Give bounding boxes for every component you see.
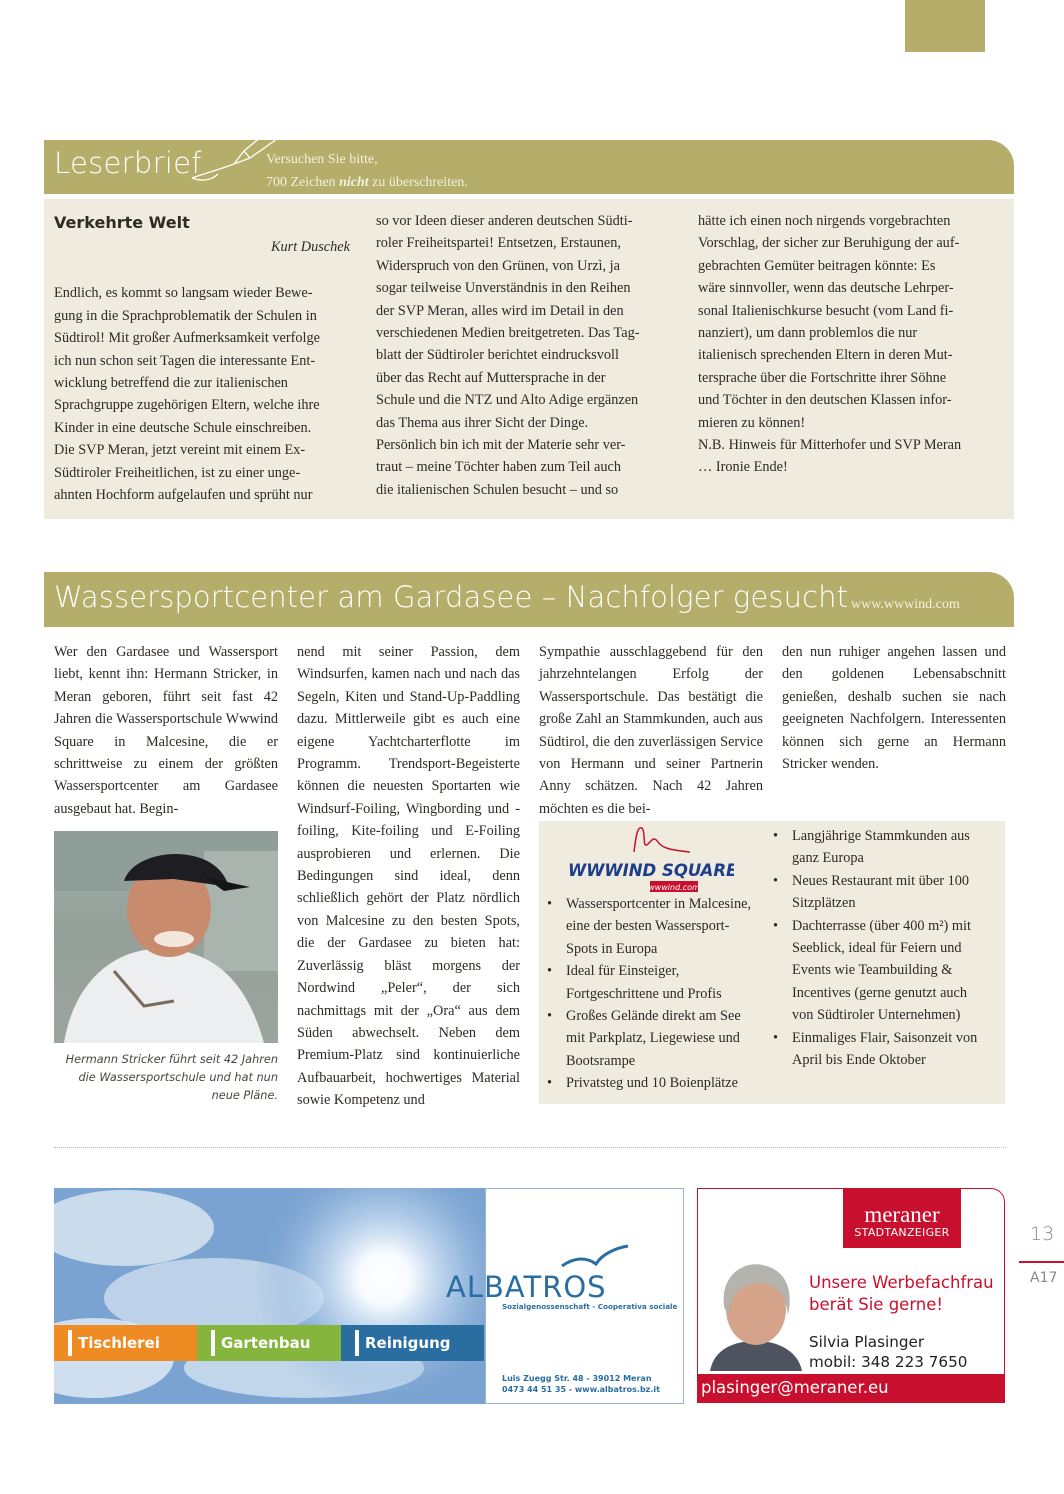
contact-name: Silvia Plasinger: [809, 1333, 925, 1351]
meraner-logo-main: meraner: [864, 1202, 940, 1227]
meraner-contact: [809, 1332, 967, 1372]
text-line: Kinder in eine deutsche Schule einschreiben.: [54, 419, 312, 436]
albatros-subtitle: Sozialgenossenschaft - Cooperativa sociale: [502, 1302, 678, 1311]
wassersport-column-4: den nun ruhiger angehen lassen und den goldenen Lebensabschnitt genießen, deshalb suchen sie nach geeigneten Nachfolgern. Interessenten können sich gerne an Hermann Stricker wenden.: [782, 644, 1006, 773]
meraner-email-link[interactable]: plasinger@meraner.eu: [701, 1378, 889, 1397]
leserbrief-column-3: [698, 210, 998, 479]
text-line: N.B. Hinweis für Mitterhofer und SVP Meran: [698, 437, 962, 454]
text-line: Endlich, es kommt so langsam wieder Bewe-: [54, 285, 313, 302]
list-item: • Neues Restaurant mit über 100 Sitzplätzen: [765, 870, 990, 915]
text-line: der SVP Meran, alles wird im Detail in den: [376, 302, 624, 319]
facts-list-left: [539, 893, 759, 1095]
text-line: Widerspruch von den Grünen, von Urzì, ja: [376, 257, 620, 274]
text-line: Vorschlag, der sicher zur Beruhigung der auf-: [698, 235, 960, 252]
leserbrief-section-title: Leserbrief: [54, 146, 202, 180]
list-item: • Ideal für Einsteiger, Fortgeschrittene und Profis: [539, 960, 759, 1005]
text-line: sogar teilweise Unverständnis in den Reihen: [376, 280, 631, 297]
text-line: Persönlich bin ich mit der Materie sehr ver-: [376, 437, 626, 454]
meraner-headline: Unsere Werbefachfrau berät Sie gerne!: [809, 1273, 994, 1314]
edition-number: A17: [1030, 1270, 1058, 1286]
list-item: • Langjährige Stammkunden aus ganz Europa: [765, 825, 990, 870]
page-number: 13: [1030, 1223, 1055, 1245]
text-line: Schule und die NTZ und Alto Adige ergänzen: [376, 392, 639, 409]
leserbrief-col2-text: [376, 210, 676, 501]
service-reinigung: Reinigung: [341, 1325, 484, 1361]
text-line: nanziert), um dann problemlos die nur: [698, 325, 918, 342]
article-author: Kurt Duschek: [270, 239, 350, 255]
photo-caption: Hermann Stricker führt seit 42 Jahren die Wassersportschule und hat nun neue Pläne.: [65, 1053, 278, 1102]
text-line: gebrachten Gemüter beitragen könnte: Es: [698, 257, 936, 274]
text-line: gung in die Sprachproblematik der Schulen in: [54, 307, 317, 324]
leserbrief-column-1: [54, 210, 350, 506]
wassersport-url[interactable]: www.wwwind.com: [851, 597, 960, 612]
text-line: italienisch sprechenden Eltern in deren Mut-: [698, 347, 953, 364]
service-gartenbau: Gartenbau: [197, 1325, 341, 1361]
list-item: • Dachterrasse (über 400 m²) mit Seeblick, ideal für Feiern und Events wie Teambuilding & Incentives (gerne genutzt auch von Südtiroler Unternehmen): [765, 915, 990, 1027]
albatros-name: ALBATROS: [446, 1270, 607, 1304]
text-line: Südtirol! Mit großer Aufmerksamkeit verfolge: [54, 330, 321, 347]
note-line-1: Versuchen Sie bitte,: [266, 152, 378, 167]
leserbrief-column-2: [376, 210, 676, 501]
silvia-plasinger-photo: [706, 1257, 804, 1371]
text-line: wäre sinnvoller, wenn das deutsche Lehrper-: [698, 280, 954, 297]
leserbrief-col3-text: [698, 210, 998, 479]
leserbrief-col1-text: [54, 282, 350, 506]
article-title: Verkehrte Welt: [54, 213, 190, 232]
note-line-2: 700 Zeichen nicht zu überschreiten.: [266, 175, 468, 190]
text-line: tersprache über die Fortschritte ihrer Söhne: [698, 369, 947, 386]
wassersport-column-3: Sympathie ausschlaggebend für den jahrzehntelangen Erfolg der Wassersportschule. Das bestätigt die große Zahl an Stammkunden, auch aus Südtirol, die den zuverlässigen Service von Hermann und seiner Partnerin Anny schätzen. Nach 42 Jahren möchten es die bei-: [539, 644, 763, 817]
leserbrief-note: [266, 148, 468, 194]
text-line: Sprachgruppe zugehörigen Eltern, welche ihre: [54, 397, 320, 414]
text-line: hätte ich einen noch nirgends vorgebrachten: [698, 213, 951, 229]
text-line: roler Freiheitspartei! Entsetzen, Erstaunen,: [376, 235, 621, 252]
page-number-rule: [1019, 1261, 1064, 1263]
text-line: Die SVP Meran, jetzt vereint mit einem Ex-: [54, 442, 306, 459]
meraner-logo-sub: STADTANZEIGER: [854, 1226, 950, 1239]
page-corner-tab: [905, 0, 985, 52]
text-line: das Thema aus ihrer Sicht der Dinge.: [376, 414, 589, 431]
wwwind-square-logo: [566, 822, 734, 894]
wassersport-column-1: Wer den Gardasee und Wassersport liebt, kennt ihn: Hermann Stricker, in Meran geboren, führt seit fast 42 Jahren die Wassersportschule Wwwind Square in Malcesine, die er schrittweise zu einem der größten Wassersportcenter am Gardasee ausgebaut hat. Begin-: [54, 644, 278, 817]
text-line: und Töchter in den deutschen Klassen infor-: [698, 392, 952, 409]
list-item: • Wassersportcenter in Malcesine, eine der besten Wassersport-Spots in Europa: [539, 893, 759, 960]
text-line: verschiedenen Medien breitgetreten. Das Tag-: [376, 325, 640, 342]
text-line: … Ironie Ende!: [698, 459, 788, 476]
sky-sun-image: [54, 1188, 485, 1404]
text-line: wicklung betreffend die zur italienischen: [54, 375, 288, 392]
logo-text: WWWIND SQUARE: [568, 861, 734, 880]
text-line: traut – meine Töchter haben zum Teil auch: [376, 459, 622, 476]
note-emphasis: nicht: [339, 175, 369, 190]
text-line: blatt der Südtiroler berichtet eindrucksvoll: [376, 347, 619, 364]
text-line: so vor Ideen dieser anderen deutschen Südti-: [376, 213, 633, 229]
service-tischlerei: Tischlerei: [54, 1325, 197, 1361]
list-item: • Großes Gelände direkt am See mit Parkplatz, Liegewiese und Bootsrampe: [539, 1005, 759, 1072]
dotted-divider: [54, 1147, 1006, 1148]
text-line: ich nun schon seit Tagen die interessante Ent-: [54, 352, 316, 369]
albatros-address: Luis Zuegg Str. 48 - 39012 Meran 0473 44 51 35 - www.albatros.bz.it: [502, 1374, 660, 1394]
text-line: Südtiroler Freiheitlichen, ist zu einer unge-: [54, 464, 301, 481]
text-line: die italienischen Schulen besucht – und so: [376, 481, 619, 498]
wassersport-column-2: nend mit seiner Passion, dem Windsurfen, kamen nach und nach das Segeln, Kiten und Stand-Up-Paddling dazu. Mittlerweile gibt es auch eine eigene Yachtcharterflotte im Programm. Trendsport-Begeisterte können die neuesten Sportarten wie Windsurf-Foiling, Wingbording und -foiling, Kite-foiling und E-Foiling ausprobieren und erlernen. Die Bedingungen sind ideal, denn schließlich gehört der Platz nördlich von Malcesine zu den besten Spots, die der Gardasee zu bieten hat: Zuverlässig bläst morgens der Nordwind „Peler“, der sich nachmittags mit der „Ora“ aus dem Süden abwechselt. Neben dem Premium-Platz sind kontinuierliche Aufbauarbeit, hochwertiges Material sowie Kompetenz und: [297, 644, 520, 1109]
contact-phone: mobil: 348 223 7650: [809, 1353, 968, 1371]
list-item: • Privatsteg und 10 Boienplätze: [539, 1072, 759, 1094]
logo-url: wwwind.com: [648, 883, 700, 892]
text-line: mieren zu können!: [698, 414, 806, 431]
list-item: • Einmaliges Flair, Saisonzeit von April bis Ende Oktober: [765, 1027, 990, 1072]
text-line: sonal Italienischkurse besucht (vom Land fi-: [698, 302, 954, 319]
text-line: über das Recht auf Muttersprache in der: [376, 369, 606, 386]
wassersport-title: Wassersportcenter am Gardasee – Nachfolger gesucht: [54, 580, 849, 614]
text-line: ahnten Hochform aufgelaufen und sprüht nur: [54, 487, 313, 504]
hermann-stricker-photo: [54, 831, 278, 1043]
facts-list-right: [765, 825, 990, 1071]
